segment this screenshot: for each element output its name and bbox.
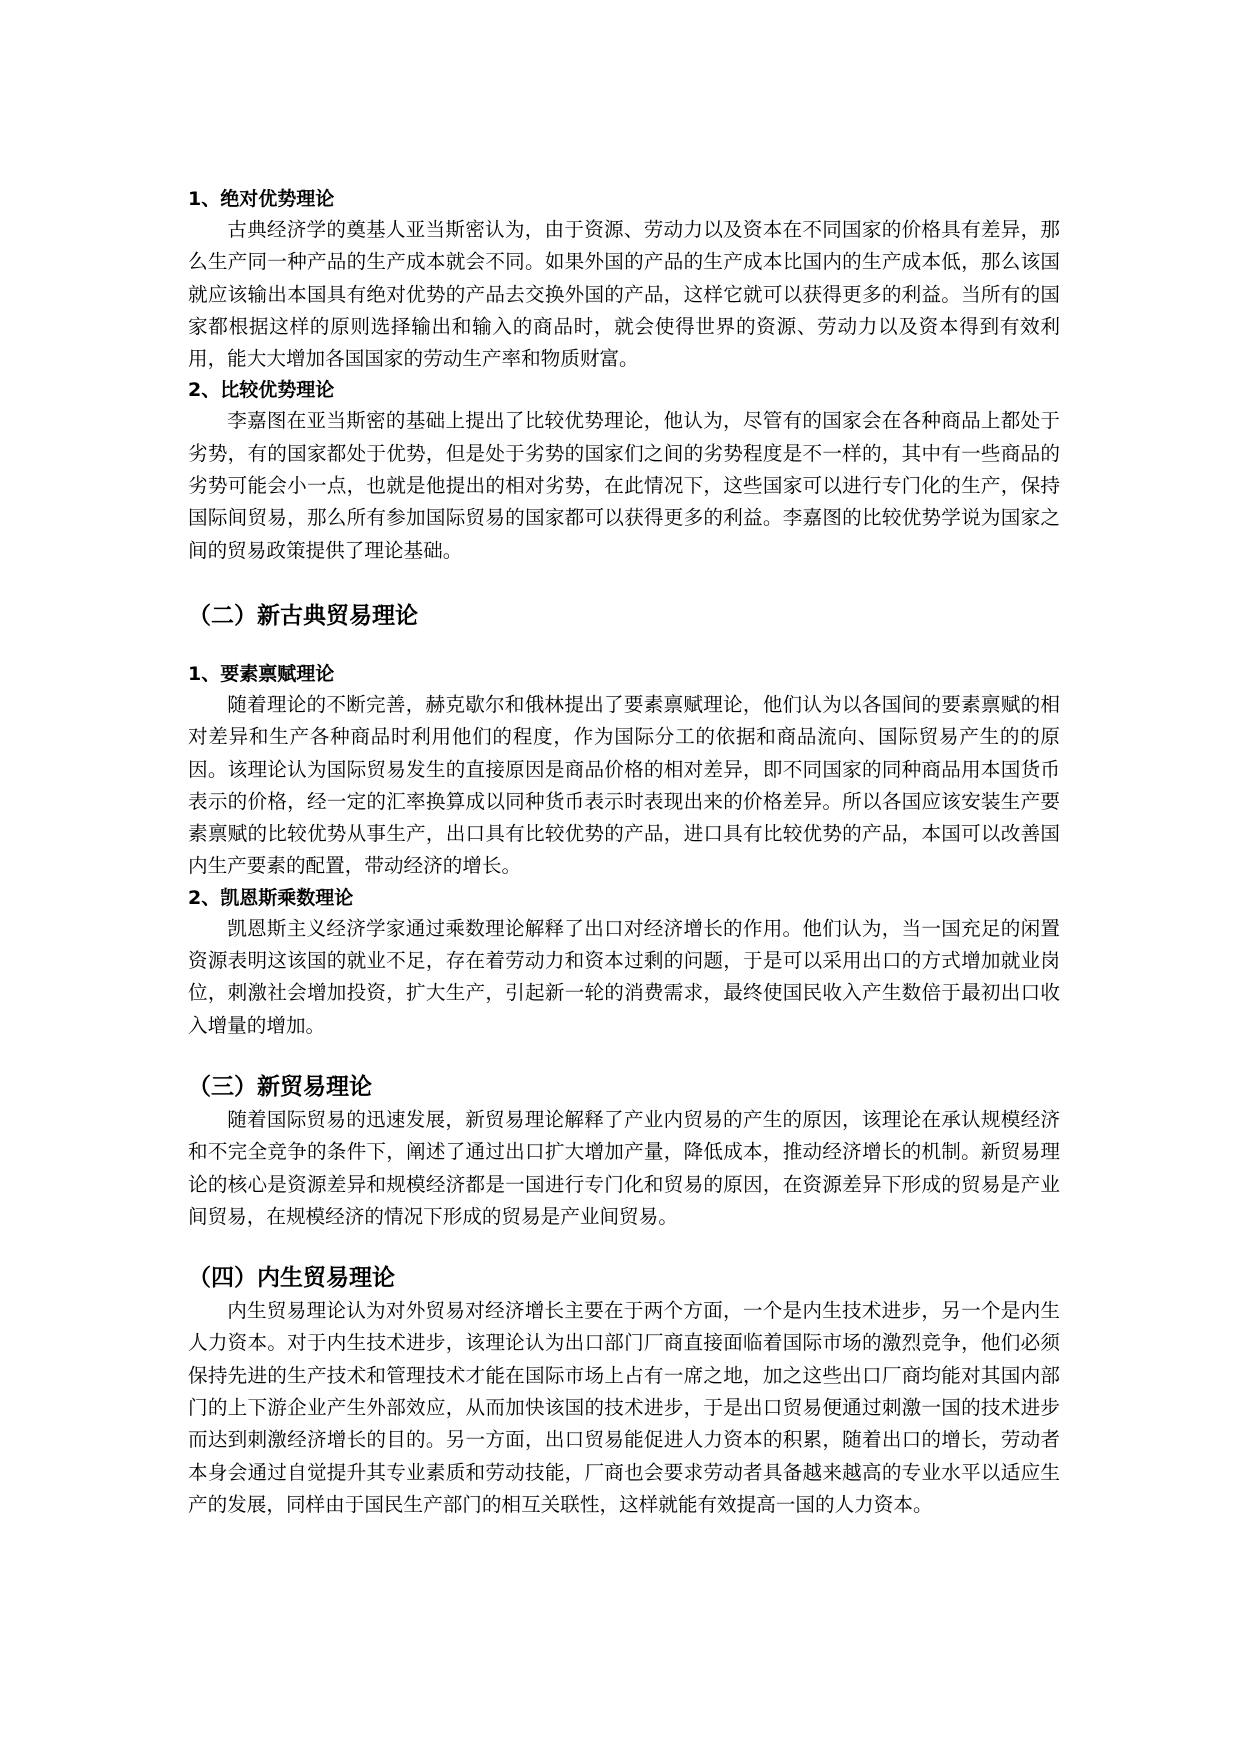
heading-neoclassical-trade-theory: （二）新古典贸易理论	[188, 602, 418, 629]
section-title-factor-endowment: 1、要素禀赋理论	[188, 662, 335, 685]
paragraph-new-trade-theory: 随着国际贸易的迅速发展，新贸易理论解释了产业内贸易的产生的原因，该理论在承认规模经济和不完全竞争的条件下，阐述了通过出口扩大增加产量，降低成本，推动经济增长的机制。新贸易理论的核心是资源差异和规模经济都是一国进行专门化和贸易的原因，在资源差异下形成的贸易是产业间贸易，在规模经济的情况下形成的贸易是产业间贸易。	[188, 1107, 1060, 1228]
paragraph-factor-endowment: 随着理论的不断完善，赫克歇尔和俄林提出了要素禀赋理论，他们认为以各国间的要素禀赋的相对差异和生产各种商品时利用他们的程度，作为国际分工的依据和商品流向、国际贸易产生的的原因。该理论认为国际贸易发生的直接原因是商品价格的相对差异，即不同国家的同种商品用本国货币表示的价格，经一定的汇率换算成以同种货币表示时表现出来的价格差异。所以各国应该安装生产要素禀赋的比较优势从事生产，出口具有比较优势的产品，进口具有比较优势的产品，本国可以改善国内生产要素的配置，带动经济的增长。	[188, 692, 1060, 878]
paragraph-comparative-advantage: 李嘉图在亚当斯密的基础上提出了比较优势理论，他认为，尽管有的国家会在各种商品上都处于劣势，有的国家都处于优势，但是处于劣势的国家们之间的劣势程度是不一样的，其中有一些商品的劣势可能会小一点，也就是他提出的相对劣势，在此情况下，这些国家可以进行专门化的生产，保持国际间贸易，那么所有参加国际贸易的国家都可以获得更多的利益。李嘉图的比较优势学说为国家之间的贸易政策提供了理论基础。	[188, 409, 1060, 562]
paragraph-absolute-advantage: 古典经济学的奠基人亚当斯密认为，由于资源、劳动力以及资本在不同国家的价格具有差异，那么生产同一种产品的生产成本就会不同。如果外国的产品的生产成本比国内的生产成本低，那么该国就应该输出本国具有绝对优势的产品去交换外国的产品，这样它就可以获得更多的利益。当所有的国家都根据这样的原则选择输出和输入的商品时，就会使得世界的资源、劳动力以及资本得到有效利用，能大大增加各国国家的劳动生产率和物质财富。	[188, 218, 1060, 371]
paragraph-keynes-multiplier: 凯恩斯主义经济学家通过乘数理论解释了出口对经济增长的作用。他们认为，当一国充足的闲置资源表明这该国的就业不足，存在着劳动力和资本过剩的问题，于是可以采用出口的方式增加就业岗位，刺激社会增加投资，扩大生产，引起新一轮的消费需求，最终使国民收入产生数倍于最初出口收入增量的增加。	[188, 916, 1060, 1037]
section-title-keynes-multiplier: 2、凯恩斯乘数理论	[188, 886, 354, 909]
section-title-absolute-advantage: 1、绝对优势理论	[188, 188, 335, 210]
paragraph-endogenous-trade-theory: 内生贸易理论认为对外贸易对经济增长主要在于两个方面，一个是内生技术进步，另一个是内生人力资本。对于内生技术进步，该理论认为出口部门厂商直接面临着国际市场的激烈竞争，他们必须保持先进的生产技术和管理技术才能在国际市场上占有一席之地，加之这些出口厂商均能对其国内部门的上下游企业产生外部效应，从而加快该国的技术进步，于是出口贸易便通过刺激一国的技术进步而达到刺激经济增长的目的。另一方面，出口贸易能促进人力资本的积累，随着出口的增长，劳动者本身会通过自觉提升其专业素质和劳动技能，厂商也会要求劳动者具备越来越高的专业水平以适应生产的发展，同样由于国民生产部门的相互关联性，这样就能有效提高一国的人力资本。	[188, 1299, 1060, 1516]
section-title-comparative-advantage: 2、比较优势理论	[188, 379, 335, 402]
document-body	[188, 186, 1060, 1521]
heading-new-trade-theory: （三）新贸易理论	[188, 1073, 372, 1100]
heading-endogenous-trade-theory: （四）内生贸易理论	[188, 1265, 395, 1292]
